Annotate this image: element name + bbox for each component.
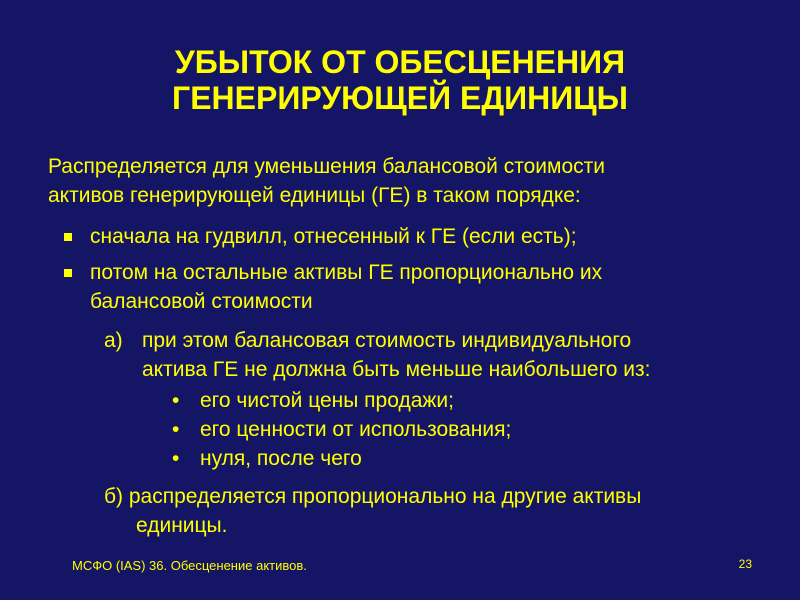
- intro-line-2: активов генерирующей единицы (ГЕ) в таком порядке:: [48, 184, 581, 207]
- intro-paragraph: [48, 152, 748, 210]
- sub-item-a-line-1: при этом балансовая стоимость индивидуального: [142, 329, 632, 352]
- slide-title-line-2: ГЕНЕРИРУЮЩЕЙ ЕДИНИЦЫ: [172, 80, 628, 116]
- round-bullet-icon: •: [172, 447, 180, 470]
- bullet-text-line-2: балансовой стоимости: [90, 290, 313, 313]
- sub-a-list-item-text: его чистой цены продажи;: [200, 389, 454, 412]
- round-bullet-icon: •: [172, 389, 180, 412]
- page-number: 23: [738, 557, 752, 571]
- sub-item-b-line-1: б) распределяется пропорционально на другие активы: [104, 485, 642, 508]
- sub-a-list-item-text: его ценности от использования;: [200, 418, 512, 441]
- square-bullet-icon: [64, 269, 72, 277]
- sub-item-a-label: а): [104, 329, 123, 352]
- round-bullet-icon: •: [172, 418, 180, 441]
- sub-a-list-item-text: нуля, после чего: [200, 447, 362, 470]
- square-bullet-icon: [64, 233, 72, 241]
- bullet-text-line-1: потом на остальные активы ГЕ пропорционально их: [90, 261, 603, 284]
- footer-text: МСФО (IAS) 36. Обесценение активов.: [72, 558, 307, 573]
- slide-title: [0, 44, 800, 116]
- bullet-text: сначала на гудвилл, отнесенный к ГЕ (если есть);: [90, 225, 577, 248]
- sub-item-a-line-2: актива ГЕ не должна быть меньше наибольшего из:: [142, 358, 651, 381]
- slide-title-line-1: УБЫТОК ОТ ОБЕСЦЕНЕНИЯ: [174, 44, 626, 80]
- intro-line-1: Распределяется для уменьшения балансовой стоимости: [48, 155, 605, 178]
- sub-item-b-line-2: единицы.: [136, 514, 228, 537]
